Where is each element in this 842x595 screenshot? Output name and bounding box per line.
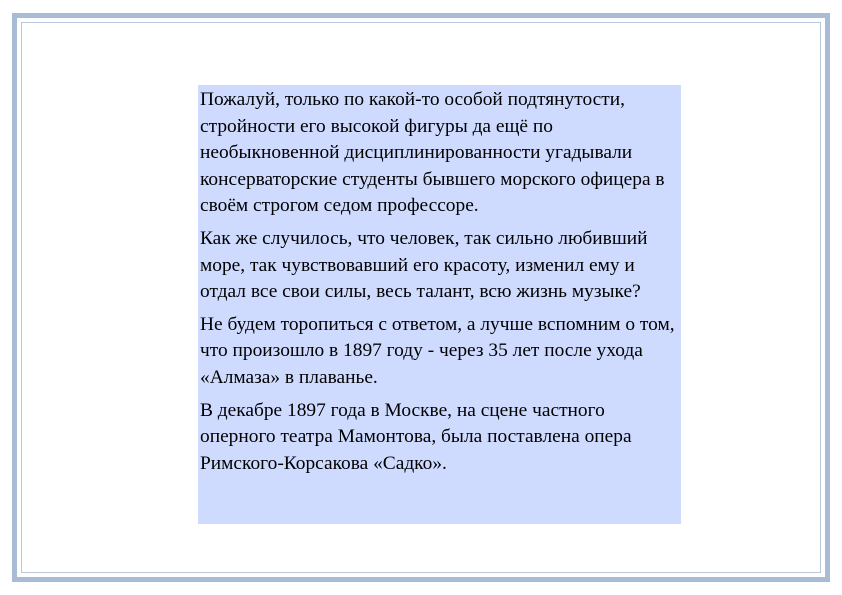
text-box — [198, 85, 681, 524]
paragraph-3: Не будем торопиться с ответом, а лучше вспомним о том, что произошло в 1897 году - через 35 лет после ухода «Алмаза» в плаванье. — [200, 313, 675, 388]
paragraph-2: Как же случилось, что человек, так сильно любивший море, так чувствовавший его красоту, изменил ему и отдал все свои силы, весь талант, всю жизнь музыке? — [200, 227, 648, 303]
paragraph-4: В декабре 1897 года в Москве, на сцене частного оперного театра Мамонтова, была поставлена опера Римского-Корсакова «Садко». — [200, 399, 632, 474]
paragraph-1: Пожалуй, только по какой-то особой подтянутости, стройности его высокой фигуры да ещё по необыкновенной дисциплинированности угадывали консерваторские студенты бывшего морского офицера в своём строгом седом профессоре. — [200, 89, 665, 217]
